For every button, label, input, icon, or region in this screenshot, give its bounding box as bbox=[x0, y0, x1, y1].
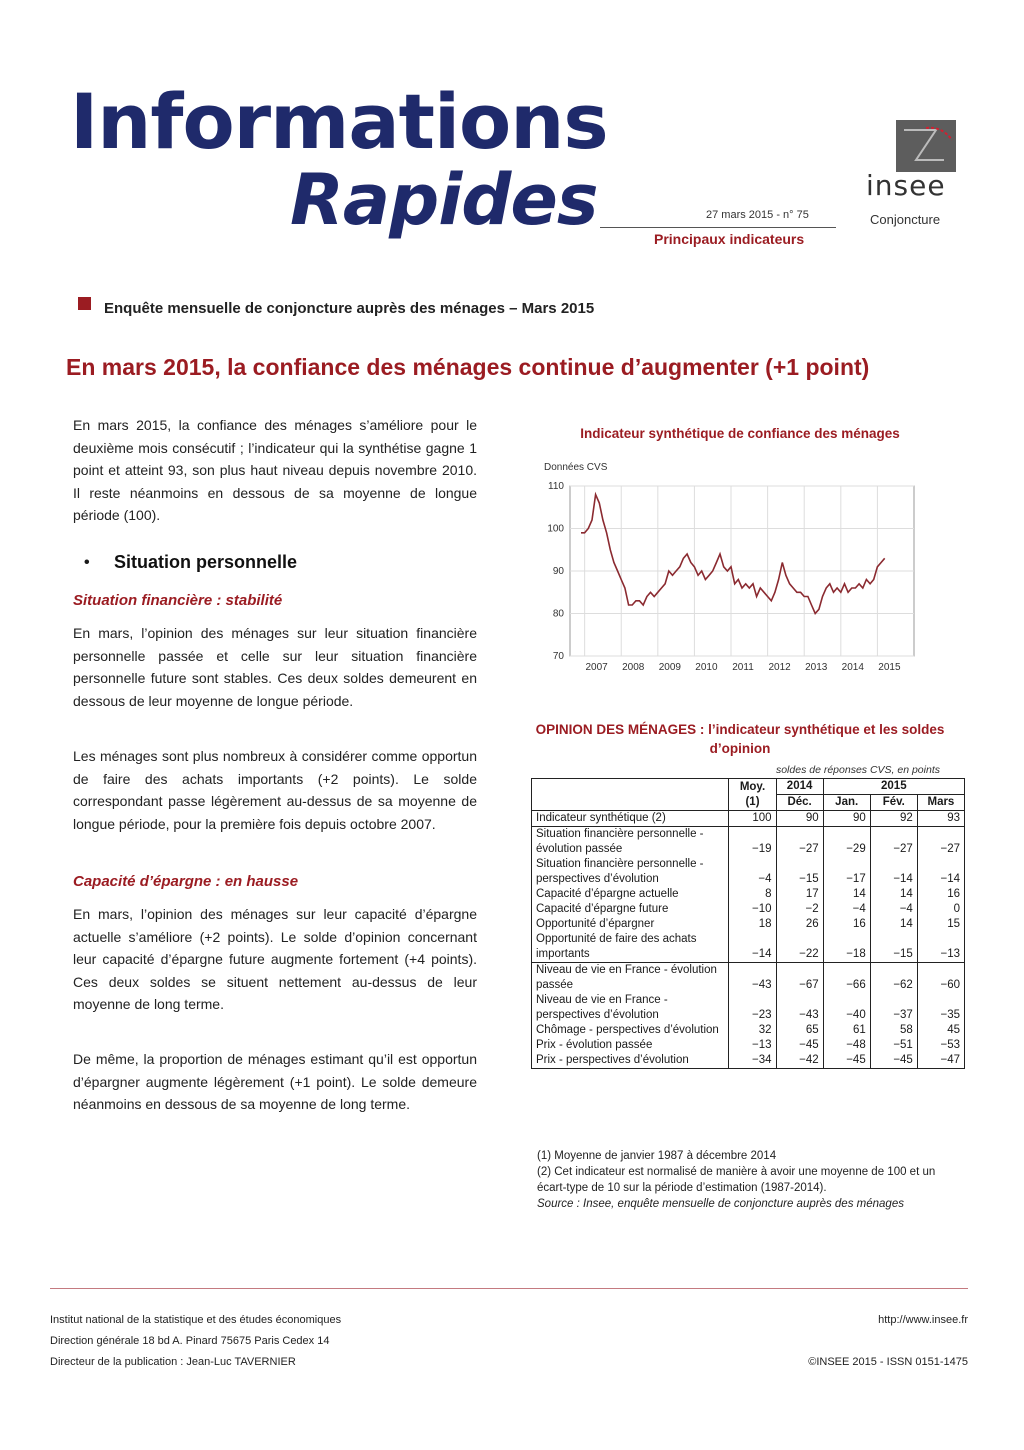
table-row bbox=[532, 1023, 965, 1038]
row-value: −17 bbox=[823, 857, 870, 887]
row-label: Situation financière personnelle - évolution passée bbox=[532, 827, 729, 858]
insee-wordmark: insee bbox=[866, 169, 946, 202]
row-value: 61 bbox=[823, 1023, 870, 1038]
row-value: −4 bbox=[870, 902, 917, 917]
y-tick-label: 80 bbox=[552, 608, 564, 620]
table-row bbox=[532, 827, 965, 858]
row-value: 65 bbox=[776, 1023, 823, 1038]
row-value: −22 bbox=[776, 932, 823, 963]
row-value: −2 bbox=[776, 902, 823, 917]
source-note: Source : Insee, enquête mensuelle de conjoncture auprès des ménages bbox=[537, 1198, 904, 1210]
row-value: −43 bbox=[729, 963, 776, 994]
col-header-mar: Mars bbox=[917, 795, 964, 811]
table-notes bbox=[537, 1148, 961, 1212]
headline: En mars 2015, la confiance des ménages continue d’augmenter (+1 point) bbox=[66, 354, 870, 380]
row-label: Niveau de vie en France - perspectives d’évolution bbox=[532, 993, 729, 1023]
row-value: −37 bbox=[870, 993, 917, 1023]
table-row bbox=[532, 857, 965, 887]
row-value: −15 bbox=[776, 857, 823, 887]
row-value: −45 bbox=[870, 1053, 917, 1069]
y-tick-label: 90 bbox=[552, 566, 564, 577]
row-value: −62 bbox=[870, 963, 917, 994]
x-tick-label: 2011 bbox=[732, 662, 754, 673]
subheading-savings: Capacité d’épargne : en hausse bbox=[73, 873, 299, 890]
bullet-icon: • bbox=[84, 554, 90, 571]
row-value: −53 bbox=[917, 1038, 964, 1053]
row-value: 58 bbox=[870, 1023, 917, 1038]
table-row bbox=[532, 887, 965, 902]
x-tick-label: 2015 bbox=[878, 662, 901, 673]
row-value: −13 bbox=[729, 1038, 776, 1053]
row-value: −18 bbox=[823, 932, 870, 963]
x-tick-label: 2007 bbox=[585, 662, 608, 673]
row-value: 14 bbox=[870, 887, 917, 902]
row-value: −34 bbox=[729, 1053, 776, 1069]
note-2: (2) Cet indicateur est normalisé de manière à avoir une moyenne de 100 et un écart-type de 10 sur la période d’estimation (1987-2014). bbox=[537, 1166, 936, 1194]
x-tick-label: 2008 bbox=[622, 662, 645, 673]
row-value: 32 bbox=[729, 1023, 776, 1038]
row-value: 26 bbox=[776, 917, 823, 932]
row-value: 90 bbox=[823, 811, 870, 827]
category-label: Principaux indicateurs bbox=[654, 231, 805, 247]
table-corner bbox=[532, 779, 729, 811]
footer-address: Direction générale 18 bd A. Pinard 75675 Paris Cedex 14 bbox=[50, 1335, 330, 1347]
row-value: −19 bbox=[729, 827, 776, 858]
row-value: 16 bbox=[917, 887, 964, 902]
row-value: −13 bbox=[917, 932, 964, 963]
issue-date: 27 mars 2015 - n° 75 bbox=[706, 209, 809, 221]
x-tick-label: 2009 bbox=[658, 662, 681, 673]
intro-paragraph: En mars 2015, la confiance des ménages s’améliore pour le deuxième mois consécutif ; l’indicateur qui la synthétise gagne 1 point et atteint 93, son plus haut niveau depuis novembre 2010. Il reste néanmoins en dessous de sa moyenne de longue période (100). bbox=[73, 417, 477, 523]
footer-copyright: ©INSEE 2015 - ISSN 0151-1475 bbox=[808, 1356, 968, 1368]
table-row bbox=[532, 917, 965, 932]
header-rule bbox=[600, 227, 836, 228]
row-label: Situation financière personnelle - perspectives d’évolution bbox=[532, 857, 729, 887]
table-row bbox=[532, 811, 965, 827]
survey-title: Enquête mensuelle de conjoncture auprès des ménages – Mars 2015 bbox=[104, 300, 595, 317]
row-value: −27 bbox=[917, 827, 964, 858]
section-heading: Situation personnelle bbox=[114, 552, 298, 572]
row-value: 14 bbox=[823, 887, 870, 902]
row-label: Opportunité d’épargner bbox=[532, 917, 729, 932]
table-caption: soldes de réponses CVS, en points bbox=[775, 764, 940, 776]
row-value: −40 bbox=[823, 993, 870, 1023]
x-tick-label: 2014 bbox=[841, 662, 864, 673]
table-row bbox=[532, 1038, 965, 1053]
paragraph-savings: En mars, l’opinion des ménages sur leur capacité d’épargne actuelle s’améliore (+2 points). Le solde d’opinion concernant leur capacité d’épargne future augmente fortement (+4 points). Ces deux soldes se situent nettement au-dessus de leur moyenne de long terme. bbox=[73, 906, 477, 1012]
opinion-table bbox=[531, 778, 965, 1069]
col-header-feb: Fév. bbox=[870, 795, 917, 811]
row-value: 92 bbox=[870, 811, 917, 827]
row-label: Capacité d’épargne actuelle bbox=[532, 887, 729, 902]
row-value: 14 bbox=[870, 917, 917, 932]
row-value: 100 bbox=[729, 811, 776, 827]
row-value: −10 bbox=[729, 902, 776, 917]
table-title: OPINION DES MÉNAGES : l’indicateur synthétique et les soldes d’opinion bbox=[535, 722, 945, 756]
x-tick-label: 2012 bbox=[768, 662, 791, 673]
row-value: −48 bbox=[823, 1038, 870, 1053]
row-label: Capacité d’épargne future bbox=[532, 902, 729, 917]
square-bullet-icon bbox=[78, 297, 91, 310]
row-value: 16 bbox=[823, 917, 870, 932]
table-row bbox=[532, 993, 965, 1023]
col-year-2015: 2015 bbox=[823, 779, 964, 795]
row-label: Chômage - perspectives d’évolution bbox=[532, 1023, 729, 1038]
row-value: −43 bbox=[776, 993, 823, 1023]
row-value: −27 bbox=[776, 827, 823, 858]
chart-ylabel: Données CVS bbox=[544, 462, 608, 473]
row-label: Indicateur synthétique (2) bbox=[532, 811, 729, 827]
row-value: −14 bbox=[917, 857, 964, 887]
row-value: −67 bbox=[776, 963, 823, 994]
x-tick-label: 2013 bbox=[805, 662, 828, 673]
row-value: −4 bbox=[823, 902, 870, 917]
row-value: 17 bbox=[776, 887, 823, 902]
logo-subtitle: Conjoncture bbox=[870, 212, 941, 227]
row-value: −15 bbox=[870, 932, 917, 963]
row-value: −45 bbox=[776, 1038, 823, 1053]
y-tick-label: 110 bbox=[548, 481, 564, 492]
row-value: −14 bbox=[729, 932, 776, 963]
row-value: −60 bbox=[917, 963, 964, 994]
row-label: Opportunité de faire des achats importants bbox=[532, 932, 729, 963]
footer-director: Directeur de la publication : Jean-Luc TAVERNIER bbox=[50, 1356, 296, 1368]
confidence-line-chart bbox=[530, 456, 950, 688]
row-value: 15 bbox=[917, 917, 964, 932]
footer-institute: Institut national de la statistique et des études économiques bbox=[50, 1314, 342, 1326]
row-value: 8 bbox=[729, 887, 776, 902]
row-value: 90 bbox=[776, 811, 823, 827]
table-row bbox=[532, 963, 965, 994]
row-value: −4 bbox=[729, 857, 776, 887]
row-value: −35 bbox=[917, 993, 964, 1023]
subheading-financial: Situation financière : stabilité bbox=[73, 592, 283, 609]
row-value: −45 bbox=[823, 1053, 870, 1069]
col-header-avg: Moy. (1) bbox=[729, 779, 776, 811]
row-value: −23 bbox=[729, 993, 776, 1023]
brand-title-informations: Informations bbox=[70, 77, 608, 166]
row-value: −42 bbox=[776, 1053, 823, 1069]
row-value: −47 bbox=[917, 1053, 964, 1069]
row-value: −29 bbox=[823, 827, 870, 858]
row-value: 18 bbox=[729, 917, 776, 932]
y-tick-label: 100 bbox=[547, 523, 564, 535]
note-1: (1) Moyenne de janvier 1987 à décembre 2014 bbox=[537, 1150, 777, 1162]
y-tick-label: 70 bbox=[552, 651, 564, 662]
row-label: Prix - perspectives d’évolution bbox=[532, 1053, 729, 1069]
footer-url-link[interactable]: http://www.insee.fr bbox=[878, 1314, 968, 1326]
chart-title: Indicateur synthétique de confiance des ménages bbox=[580, 426, 900, 441]
table-row bbox=[532, 1053, 965, 1069]
paragraph-opportunity: De même, la proportion de ménages estimant qu’il est opportun d’épargner augmente légèrement (+1 point). Le solde demeure néanmoins en dessous de sa moyenne de long terme. bbox=[73, 1051, 477, 1112]
row-label: Prix - évolution passée bbox=[532, 1038, 729, 1053]
col-year-2014: 2014 bbox=[776, 779, 823, 795]
row-label: Niveau de vie en France - évolution passée bbox=[532, 963, 729, 994]
paragraph-purchases: Les ménages sont plus nombreux à considérer comme opportun de faire des achats importants (+2 points). Le solde correspondant passe légèrement au-dessus de sa moyenne de longue période, pour la première fois depuis octobre 2007. bbox=[73, 748, 477, 832]
table-row bbox=[532, 902, 965, 917]
row-value: −51 bbox=[870, 1038, 917, 1053]
row-value: 0 bbox=[917, 902, 964, 917]
insee-logo-icon bbox=[896, 120, 956, 172]
confidence-series-line bbox=[581, 495, 885, 614]
col-header-jan: Jan. bbox=[823, 795, 870, 811]
table-row bbox=[532, 932, 965, 963]
paragraph-financial: En mars, l’opinion des ménages sur leur situation financière personnelle passée et celle sur leur situation financière personnelle future sont stables. Ces deux soldes demeurent en dessous de leur moyenne de longue période. bbox=[73, 625, 477, 709]
footer-rule bbox=[50, 1288, 968, 1289]
row-value: 93 bbox=[917, 811, 964, 827]
row-value: −27 bbox=[870, 827, 917, 858]
brand-title-rapides: Rapides bbox=[290, 159, 598, 241]
row-value: 45 bbox=[917, 1023, 964, 1038]
col-header-dec: Déc. bbox=[776, 795, 823, 811]
row-value: −14 bbox=[870, 857, 917, 887]
x-tick-label: 2010 bbox=[695, 662, 718, 673]
row-value: −66 bbox=[823, 963, 870, 994]
